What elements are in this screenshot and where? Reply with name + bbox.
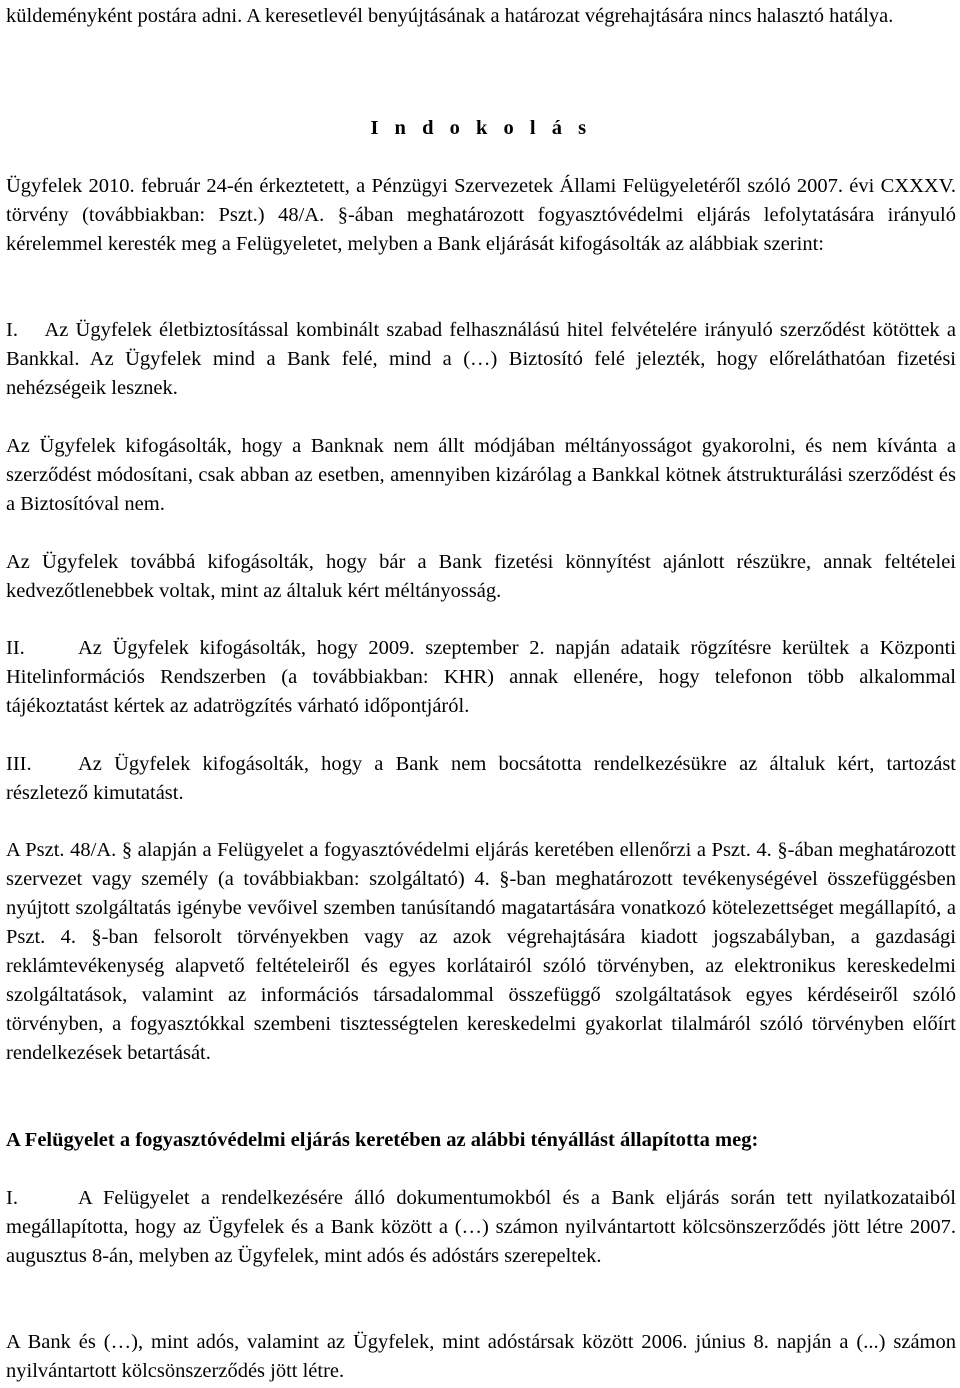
legal-basis-paragraph: A Pszt. 48/A. § alapján a Felügyelet a fogyasztóvédelmi eljárás keretében ellenőrzi a Pszt. 4. §-ában meghatározott szervezet vagy személy (a továbbiakban: szolgáltató) 4. §-ban meghatározott tevékenységével összefüggésben nyújtott szolgáltatás igénybe vevőivel szemben tanúsítandó magatartására vonatkozó kötelezettséget megállapító, a Pszt. 4. §-ban felsorolt törvényekben vagy az azok végrehajtására kiadott jogszabályban, a gazdasági reklámtevékenység alapvető feltételeiről és egyes korlátairól szóló törvényben, az elektronikus kereskedelmi szolgáltatások, valamint az információs társadalommal összefüggő szolgáltatások egyes kérdéseiről szóló törvényben, a fogyasztókkal szembeni tisztességtelen kereskedelmi gyakorlat tilalmáról szóló törvényben előírt rendelkezések betartását.: [6, 839, 956, 1064]
point-1-text: Az Ügyfelek életbiztosítással kombinált szabad felhasználású hitel felvételére irányuló szerződést kötöttek a Bankkal. Az Ügyfelek mind a Bank felé, mind a (…) Biztosító felé jelezték, hogy előreláthatóan fizetési nehézségeik lesznek.: [6, 319, 956, 399]
point-2-number: II.: [6, 637, 25, 659]
point-2-text: Az Ügyfelek kifogásolták, hogy 2009. szeptember 2. napján adataik rögzítésre kerültek a Központi Hitelinformációs Rendszerben (a továbbiakban: KHR) annak ellenére, hogy telefonon több alkalommal tájékoztatást kértek az adatrögzítés várható időpontjáról.: [6, 637, 956, 717]
intro-paragraph: küldeményként postára adni. A keresetlevél benyújtásának a határozat végrehajtására nincs halasztó hatálya.: [6, 5, 894, 27]
final-paragraph: A Bank és (…), mint adós, valamint az Ügyfelek, mint adóstársak között 2006. június 8. napján a (...) számon nyilvántartott kölcsönszerződés jött létre.: [6, 1331, 956, 1382]
finding-1-paragraph: [6, 1184, 956, 1271]
finding-1-number: I.: [6, 1187, 18, 1209]
request-paragraph: Ügyfelek 2010. február 24-én érkeztetett, a Pénzügyi Szervezetek Állami Felügyeletéről szóló 2007. évi CXXXV. törvény (továbbiakban: Pszt.) 48/A. §-ában meghatározott fogyasztóvédelmi eljárás lefolytatására irányuló kérelemmel keresték meg a Felügyeletet, melyben a Bank eljárását kifogásolták az alábbiak szerint:: [6, 175, 956, 255]
point-3-text: Az Ügyfelek kifogásolták, hogy a Bank nem bocsátotta rendelkezésükre az általuk kért, tartozást részletező kimutatást.: [6, 753, 956, 804]
objection-paragraph-1: Az Ügyfelek kifogásolták, hogy a Banknak nem állt módjában méltányosságot gyakorolni, és nem kívánta a szerződést módosítani, csak abban az esetben, amennyiben kizárólag a Bankkal kötnek átstrukturálási szerződést és a Biztosítóval nem.: [6, 435, 956, 515]
point-1-number: I.: [6, 319, 18, 341]
finding-1-text: A Felügyelet a rendelkezésére álló dokumentumokból és a Bank eljárás során tett nyilatkozataiból megállapította, hogy az Ügyfelek és a Bank között a (…) számon nyilvántartott kölcsönszerződés jött létre 2007. augusztus 8-án, melyben az Ügyfelek, mint adós és adóstárs szerepeltek.: [6, 1187, 956, 1267]
section-heading: I n d o k o l á s: [370, 117, 592, 139]
findings-statement: A Felügyelet a fogyasztóvédelmi eljárás keretében az alábbi tényállást állapította meg:: [6, 1129, 759, 1151]
point-3-paragraph: [6, 750, 956, 808]
point-2-paragraph: [6, 634, 956, 721]
point-3-number: III.: [6, 753, 32, 775]
objection-paragraph-2: Az Ügyfelek továbbá kifogásolták, hogy bár a Bank fizetési könnyítést ajánlott részükre, annak feltételei kedvezőtlenebbek voltak, mint az általuk kért méltányosság.: [6, 551, 956, 602]
point-1-paragraph: [6, 316, 956, 403]
